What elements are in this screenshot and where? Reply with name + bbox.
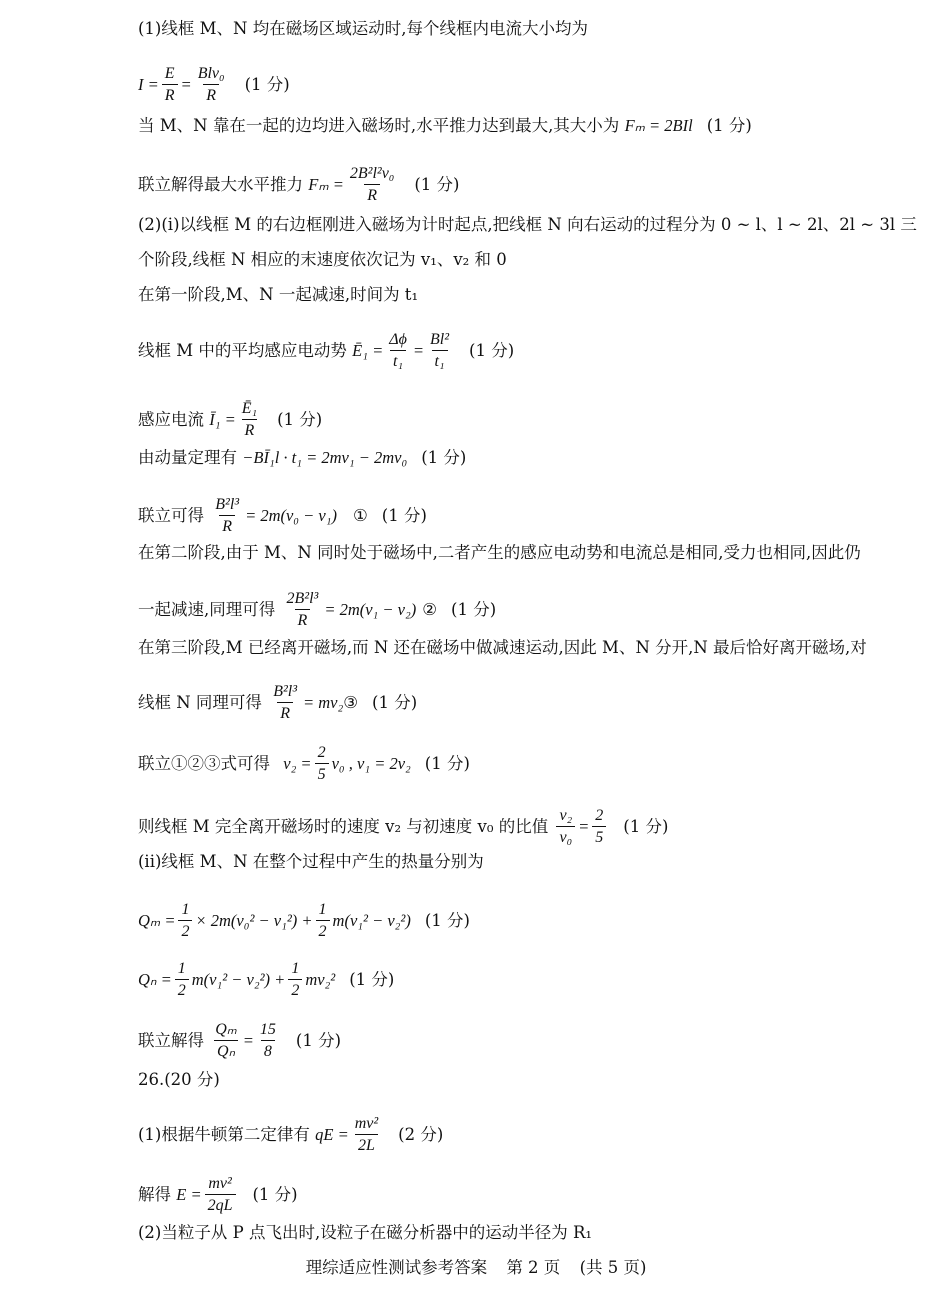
line-heat-m	[138, 900, 934, 941]
line-q25-1-intro	[138, 18, 934, 40]
text: (2)(i)以线框 M 的右边框刚进入磁场为计时起点,把线框 N 向右运动的过程分为 0 ~ l、l ~ 2l、2l ~ 3l 三	[138, 215, 917, 234]
math: = 2m(v₀ − v₁)	[245, 505, 337, 525]
text: (ii)线框 M、N 在整个过程中产生的热量分别为	[138, 852, 484, 871]
text: 一起减速,同理可得	[138, 599, 281, 619]
points: (1 分)	[414, 174, 460, 194]
line-stage3	[138, 637, 934, 659]
line-solve-v	[138, 743, 934, 784]
math: v₂ =	[283, 753, 312, 773]
math: −BĪ₁l · t₁ = 2mv₁ − 2mv₀	[242, 448, 408, 467]
points: (1 分)	[424, 753, 470, 773]
text: 联立解得最大水平推力	[138, 174, 309, 194]
math: v₀ , v₁ = 2v₂	[331, 753, 411, 773]
text: 在第二阶段,由于 M、N 同时处于磁场中,二者产生的感应电动势和电流总是相同,受力也相同,因此仍	[138, 543, 861, 562]
fraction-blv-over-r: $\frac{\text{Blv₀}}{R}$	[197, 65, 225, 104]
fraction: $\frac{1}{2}$	[316, 900, 330, 941]
math: E =	[176, 1184, 202, 1204]
points: (1 分)	[349, 969, 395, 989]
text: 联立可得	[138, 505, 210, 525]
points: (1 分)	[295, 1030, 342, 1050]
line-stage2	[138, 542, 934, 564]
line-max-force-solution	[138, 164, 934, 205]
fraction: $\frac{1}{2}$	[175, 959, 189, 1000]
line-induced-current	[138, 399, 934, 440]
text: 在第三阶段,M 已经离开磁场,而 N 还在磁场中做减速运动,因此 M、N 分开,N 最后恰好离开磁场,对	[138, 638, 867, 657]
footer-page: 第 2 页	[506, 1258, 561, 1277]
fraction: $\frac{15}{8}$	[259, 1021, 276, 1060]
math: =	[180, 74, 192, 94]
math: = 2m(v₁ − v₂)	[324, 599, 417, 619]
fraction: $\frac{\text{2B²l²v₀}}{R}$	[349, 165, 395, 204]
line-eq2	[138, 589, 934, 630]
text: 则线框 M 完全离开磁场时的速度 v₂ 与初速度 v₀ 的比值	[138, 816, 554, 836]
line-eq3	[138, 682, 934, 723]
math: qE =	[315, 1124, 349, 1144]
points: (1 分)	[706, 116, 752, 135]
line-heat-intro	[138, 851, 934, 873]
math: = mv₂	[303, 692, 344, 712]
fraction: $\frac{2}{5}$	[315, 743, 329, 784]
math: Qₙ =	[138, 969, 172, 989]
text: (2)当粒子从 P 点飞出时,设粒子在磁分析器中的运动半径为 R₁	[138, 1223, 592, 1242]
text: 26.(20 分)	[138, 1070, 220, 1089]
fraction: $\frac{\text{Qₘ}}{\text{Qₙ}}$	[215, 1021, 237, 1060]
points: (1 分)	[421, 448, 467, 467]
math: Fₘ = 2BIl	[624, 116, 693, 135]
fraction: $\frac{1}{2}$	[178, 900, 192, 941]
text: (1)线框 M、N 均在磁场区域运动时,每个线框内电流大小均为	[138, 19, 588, 38]
points: (1 分)	[424, 910, 470, 930]
line-ratio	[138, 806, 934, 847]
points: (1 分)	[277, 409, 323, 429]
circled-number: ②	[422, 599, 438, 619]
math: Ī₁ =	[209, 409, 236, 429]
math: mv₂²	[305, 969, 336, 989]
math: Ē₁ =	[352, 340, 384, 360]
points: (1 分)	[623, 816, 669, 836]
text: 在第一阶段,M、N 一起减速,时间为 t₁	[138, 285, 419, 304]
fraction: $\frac{\text{Ē₁}}{R}$	[241, 400, 258, 439]
math: m(v₁² − v₂²) +	[191, 969, 286, 989]
fraction-e-over-r: $\frac{E}{R}$	[162, 64, 178, 105]
fraction: $\frac{\text{B²l³}}{R}$	[215, 496, 240, 535]
text: 感应电流	[138, 409, 210, 429]
math: I =	[138, 74, 159, 94]
fraction: $\frac{\Delta\phi}{\text{t₁}}$	[389, 331, 407, 370]
text: 由动量定理有	[138, 448, 243, 467]
points: (1 分)	[469, 340, 515, 360]
math: =	[242, 1030, 254, 1050]
circled-number: ①	[352, 505, 368, 525]
text: 解得	[138, 1184, 177, 1204]
points: (1 分)	[381, 505, 427, 525]
line-avg-emf	[138, 330, 934, 371]
line-eq1	[138, 495, 934, 536]
text: 线框 N 同理可得	[138, 692, 268, 712]
points: (2 分)	[398, 1124, 444, 1144]
line-max-force	[138, 115, 934, 137]
math: =	[578, 816, 590, 836]
points: (1 分)	[252, 1184, 298, 1204]
line-q26-heading	[138, 1069, 934, 1091]
fraction: $\frac{\text{v₂}}{\text{v₀}}$	[556, 806, 575, 847]
footer-title: 理综适应性测试参考答案	[305, 1258, 488, 1277]
footer-total: (共 5 页)	[579, 1258, 647, 1277]
math: Fₘ =	[308, 174, 344, 194]
points: (1 分)	[372, 692, 418, 712]
math: =	[412, 340, 425, 360]
math: Qₘ =	[138, 910, 176, 930]
line-stage1	[138, 284, 934, 306]
fraction: $\frac{\text{Bl²}}{\text{t₁}}$	[430, 331, 450, 370]
text: 个阶段,线框 N 相应的末速度依次记为 v₁、v₂ 和 0	[138, 250, 507, 269]
text: 联立①②③式可得	[138, 753, 276, 773]
line-q26-1-solution	[138, 1174, 934, 1215]
fraction: $\frac{\text{2B²l³}}{R}$	[286, 590, 319, 629]
text: 线框 M 中的平均感应电动势	[138, 340, 353, 360]
line-q26-2	[138, 1222, 934, 1244]
fraction: $\frac{\text{mv²}}{2L}$	[354, 1115, 379, 1154]
fraction: $\frac{\text{mv²}}{2qL}$	[205, 1174, 236, 1215]
math: × 2m(v₀² − v₁²) +	[195, 910, 313, 930]
text: 联立解得	[138, 1030, 210, 1050]
circled-number: ③	[343, 692, 359, 712]
fraction: $\frac{2}{5}$	[592, 806, 606, 847]
line-heat-ratio	[138, 1020, 934, 1061]
points: (1 分)	[451, 599, 497, 619]
math: m(v₁² − v₂²)	[332, 910, 411, 930]
line-momentum	[138, 447, 934, 469]
text: 当 M、N 靠在一起的边均进入磁场时,水平推力达到最大,其大小为	[138, 116, 625, 135]
points: (1 分)	[244, 74, 290, 94]
fraction: $\frac{1}{2}$	[288, 959, 302, 1000]
text: (1)根据牛顿第二定律有	[138, 1124, 316, 1144]
line-q26-1	[138, 1114, 934, 1155]
page-footer	[0, 1257, 952, 1279]
fraction: $\frac{\text{B²l³}}{R}$	[273, 683, 297, 722]
line-current-formula	[138, 64, 934, 105]
line-heat-n	[138, 959, 934, 1000]
line-q25-2-intro	[138, 214, 934, 236]
line-stages	[138, 249, 934, 271]
